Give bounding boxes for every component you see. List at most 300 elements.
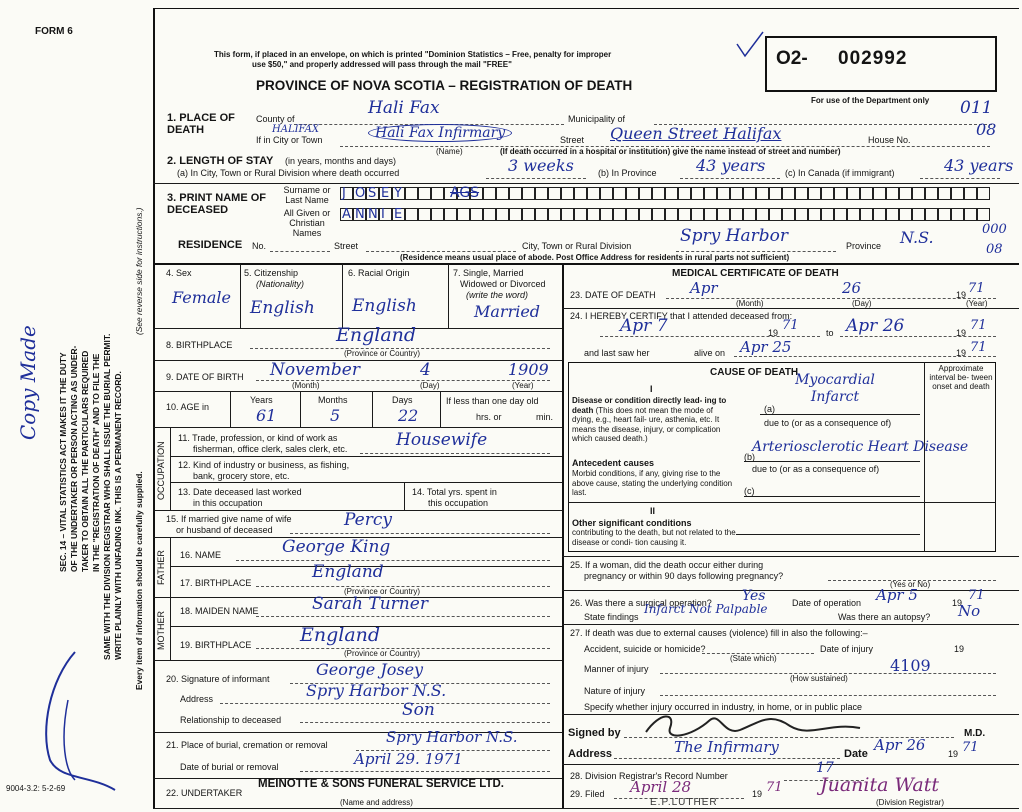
attended-to-year-prefix: 19 <box>956 328 967 338</box>
given-names-label: All Given or Christian Names <box>283 208 331 238</box>
surname-cell <box>795 187 808 200</box>
surname-cell <box>925 187 938 200</box>
given-cell <box>964 208 977 221</box>
street-value: Queen Street Halifax <box>610 124 782 143</box>
given-cell <box>704 208 717 221</box>
registrar-name: Juanita Watt <box>820 774 939 796</box>
surname-cell <box>782 187 795 200</box>
dod-month: Apr <box>690 279 718 297</box>
findings-label: State findings <box>584 612 639 622</box>
surname-cell <box>405 187 418 200</box>
given-cell <box>886 208 899 221</box>
disease-label <box>572 396 736 444</box>
surname-cell <box>665 187 678 200</box>
stamp-text: E.P.LUTHER <box>650 797 718 808</box>
marital-label-1: 7. Single, Married <box>453 268 524 278</box>
surname-cell <box>652 187 665 200</box>
left-border <box>153 8 155 808</box>
last-seen-year: 71 <box>970 340 987 355</box>
minutes-label: min. <box>536 412 554 422</box>
marital-label-3: (write the word) <box>466 290 529 300</box>
given-cell <box>678 208 691 221</box>
given-cell <box>418 208 431 221</box>
surname-cell <box>600 187 613 200</box>
cause-title: CAUSE OF DEATH <box>710 367 799 378</box>
antecedent-note: Morbid conditions, if any, giving rise to the above cause, stating the underlying condition last. <box>572 469 733 497</box>
stay-city-label: (a) In City, Town or Rural Division where death occurred <box>177 168 400 178</box>
racial-origin-value: English <box>352 296 417 316</box>
surname-cell <box>808 187 821 200</box>
external-causes-label: 27. If death was due to external causes (violence) fill in also the following:– <box>570 628 868 638</box>
informant-address-value: Spry Harbor N.S. <box>306 681 447 700</box>
father-side-label: FATHER <box>156 550 166 585</box>
side-notice-line-4: IN THE "REGISTRATION OF DEATH" AND TO FILE THE <box>91 353 101 572</box>
surname-cell <box>678 187 691 200</box>
dod-month-hint: (Month) <box>736 299 764 308</box>
due-to-a: due to (or as a consequence of) <box>764 418 892 428</box>
city-label: If in City or Town <box>256 135 323 145</box>
birthplace-label: 8. BIRTHPLACE <box>166 340 233 350</box>
surname-cell <box>548 187 561 200</box>
antecedent-label: Antecedent causes <box>572 458 655 468</box>
county-label: County of <box>256 114 295 124</box>
house-code: 08 <box>976 120 997 139</box>
check-mark <box>733 30 767 60</box>
certify-label: 24. I HEREBY CERTIFY that I attended deceased from: <box>570 311 793 321</box>
hospital-note: (If death occurred in a hospital or institution) give the name instead of street and number) <box>500 147 841 156</box>
given-cell <box>535 208 548 221</box>
mother-birthplace-label: 19. BIRTHPLACE <box>180 640 252 650</box>
given-cell <box>821 208 834 221</box>
side-notice-line-3: TAKER TO OBTAIN ALL THE PARTICULARS REQUIRED <box>80 350 90 572</box>
struck-name: AGS <box>450 185 480 201</box>
municipality-label: Municipality of <box>568 114 626 124</box>
surname-cell <box>860 187 873 200</box>
given-cell <box>340 208 353 221</box>
injury-year-prefix: 19 <box>954 644 965 654</box>
dod-day-hint: (Day) <box>852 299 872 308</box>
signer-address-label: Address <box>568 748 613 760</box>
given-cell-letter: N <box>368 207 378 222</box>
last-seen-label: and last saw her <box>584 348 650 358</box>
given-cell <box>457 208 470 221</box>
accident-label: Accident, suicide or homicide? <box>584 644 706 654</box>
length-of-stay-label: 2. LENGTH OF STAY <box>167 155 274 167</box>
surname-cell <box>886 187 899 200</box>
given-cell <box>470 208 483 221</box>
attended-to-year: 71 <box>970 318 987 333</box>
given-cell <box>431 208 444 221</box>
q25-label-2: pregnancy or within 90 days following pregnancy? <box>584 571 784 581</box>
given-cell <box>691 208 704 221</box>
given-cell <box>353 208 366 221</box>
surname-cell <box>730 187 743 200</box>
surname-cell <box>574 187 587 200</box>
code-4109: 4109 <box>890 656 931 675</box>
marital-value: Married <box>474 302 541 321</box>
attended-to-date: Apr 26 <box>846 316 905 336</box>
residence-street-label: Street <box>334 241 359 251</box>
given-cell <box>730 208 743 221</box>
given-cell-letter: I <box>381 207 385 222</box>
surname-cell <box>522 187 535 200</box>
side-notice-line-7: Every item of information should be carefully supplied. <box>134 471 144 690</box>
bottom-border <box>153 808 1019 809</box>
filed-date: April 28 <box>630 778 692 796</box>
surname-cell <box>483 187 496 200</box>
surname-cell <box>769 187 782 200</box>
citizenship-value: English <box>250 298 315 318</box>
mother-side-label: MOTHER <box>156 611 166 650</box>
mail-notice-1: This form, if placed in an envelope, on which is printed "Dominion Statistics – Free, penalty for improper <box>214 50 612 59</box>
place-of-death-label: 1. PLACE OF DEATH <box>167 112 235 136</box>
surname-cell <box>366 187 379 200</box>
age-years-label: Years <box>250 395 273 405</box>
father-name-value: George King <box>282 537 391 557</box>
informant-address-label: Address <box>180 694 214 704</box>
trade-label-2: fisherman, office clerk, sales clerk, etc. <box>193 444 348 454</box>
injury-nature-label: Nature of injury <box>584 686 646 696</box>
age-days-value: 22 <box>398 406 419 425</box>
residence-province-value: N.S. <box>900 228 934 247</box>
mother-birthplace-hint: (Province or Country) <box>344 649 421 658</box>
dob-year-hint: (Year) <box>512 381 534 390</box>
surname-cell-letter: O <box>355 186 366 201</box>
surname-cell <box>821 187 834 200</box>
surname-cell <box>587 187 600 200</box>
surname-cell <box>353 187 366 200</box>
part-two-label: II <box>650 506 656 516</box>
how-sustained-hint: (How sustained) <box>790 674 848 683</box>
given-cell-letter: A <box>342 207 351 222</box>
given-cell <box>769 208 782 221</box>
dob-month-hint: (Month) <box>292 381 320 390</box>
injury-date-label: Date of injury <box>820 644 874 654</box>
given-cell <box>444 208 457 221</box>
surname-cell <box>951 187 964 200</box>
institution-value: Hali Fax Infirmary <box>368 124 512 142</box>
spouse-value: Percy <box>344 510 392 530</box>
given-cell <box>548 208 561 221</box>
side-notice-line-6: WRITE PLAINLY WITH UNFADING INK. THIS IS A PERMANENT RECORD. <box>113 371 123 660</box>
footer-code: 9004-3.2: 5-2-69 <box>6 784 66 793</box>
total-years-hint: this occupation <box>428 498 489 508</box>
stay-province-label: (b) In Province <box>598 168 657 178</box>
given-cell <box>808 208 821 221</box>
attended-from-date: Apr 7 <box>620 316 668 336</box>
trade-label-1: 11. Trade, profession, or kind of work as <box>178 433 338 443</box>
attended-from-year: 71 <box>782 318 799 333</box>
cause-b-value: Arteriosclerotic Heart Disease <box>752 439 969 455</box>
state-which-hint: (State which) <box>730 654 777 663</box>
surname-cell <box>704 187 717 200</box>
department-note: For use of the Department only <box>811 96 930 105</box>
age-years-value: 61 <box>256 406 277 425</box>
disease-label-bold: Disease or condition directly lead- ing to death <box>572 396 727 415</box>
print-name-label: 3. PRINT NAME OF DECEASED <box>167 192 267 216</box>
last-seen-date: Apr 25 <box>740 338 792 356</box>
racial-origin-label: 6. Racial Origin <box>348 268 410 278</box>
attended-to-label: to <box>826 328 834 338</box>
dob-day: 4 <box>420 360 431 380</box>
registration-number: 002992 <box>838 48 908 69</box>
dob-year: 1909 <box>508 360 549 379</box>
informant-sig-label: 20. Signature of informant <box>166 674 270 684</box>
given-cell <box>977 208 990 221</box>
side-notice-line-5: SAME WITH THE DIVISION REGISTRAR WHO SHALL ISSUE THE BURIAL PERMIT. <box>102 333 112 660</box>
side-scribble <box>20 640 130 800</box>
county-value: Hali Fax <box>368 98 440 118</box>
surname-cell <box>431 187 444 200</box>
dod-year: 71 <box>968 281 985 296</box>
age-months-value: 5 <box>330 406 341 425</box>
alive-on-label: alive on <box>694 348 726 358</box>
age-days-label: Days <box>392 395 413 405</box>
yes-no-hint: (Yes or No) <box>890 580 931 589</box>
mail-notice-2: use $50," and properly addressed will pass through the mail "FREE" <box>252 60 512 69</box>
part-one-label: I <box>650 384 653 394</box>
birthplace-hint: (Province or Country) <box>344 349 421 358</box>
residence-code-top: 000 <box>982 222 1007 237</box>
sex-label: 4. Sex <box>166 268 192 278</box>
age-label: 10. AGE in <box>166 402 210 412</box>
autopsy-label: Was there an autopsy? <box>838 612 931 622</box>
q25-label-1: 25. If a woman, did the death occur either during <box>570 560 764 570</box>
given-cell <box>483 208 496 221</box>
burial-date-value: April 29. 1971 <box>354 750 463 768</box>
undertaker-hint: (Name and address) <box>340 798 413 807</box>
other-conditions-note: contributing to the death, but not related to the disease or condi- tion causing it. <box>572 528 736 547</box>
given-cell <box>912 208 925 221</box>
marital-label-2: Widowed or Divorced <box>460 279 546 289</box>
surname-cell-letter: J <box>342 186 346 201</box>
relationship-value: Son <box>402 700 435 720</box>
surname-cell <box>691 187 704 200</box>
side-notice-line-2: OF THE UNDERTAKER OR PERSON ACTING AS UNDER- <box>69 345 79 572</box>
autopsy-value: No <box>958 602 981 620</box>
interval-label: Approximate interval be- tween onset and death <box>929 364 993 391</box>
residence-no-label: No. <box>252 241 267 251</box>
spouse-label-1: 15. If married give name of wife <box>166 514 292 524</box>
residence-province-label: Province <box>846 241 882 251</box>
dod-year-prefix: 19 <box>956 290 967 300</box>
surname-cell <box>626 187 639 200</box>
city-value: HALIFAX <box>272 124 319 135</box>
filed-year-prefix: 19 <box>752 789 763 799</box>
record-number-value: 17 <box>816 760 834 776</box>
given-cell <box>366 208 379 221</box>
last-seen-year-prefix: 19 <box>956 348 967 358</box>
registration-prefix: O2- <box>776 48 808 69</box>
given-cell <box>522 208 535 221</box>
dob-label: 9. DATE OF BIRTH <box>166 372 244 382</box>
given-cell <box>860 208 873 221</box>
given-cell <box>717 208 730 221</box>
given-cell <box>925 208 938 221</box>
surname-cell-letter: Y <box>394 186 402 201</box>
burial-place-value: Spry Harbor N.S. <box>386 728 518 746</box>
house-number-label: House No. <box>868 135 911 145</box>
given-cell <box>795 208 808 221</box>
medical-title: MEDICAL CERTIFICATE OF DEATH <box>672 268 839 279</box>
given-cell <box>873 208 886 221</box>
surname-cell <box>613 187 626 200</box>
age-months-label: Months <box>318 395 348 405</box>
surname-cell <box>964 187 977 200</box>
surname-cell <box>535 187 548 200</box>
signed-by-label: Signed by <box>568 727 621 739</box>
injury-industry-label: Specify whether injury occurred in industry, in home, or in public place <box>584 702 862 712</box>
side-notice-line-1: SEC. 14 – VITAL STATISTICS ACT MAKES IT THE DUTY <box>58 352 68 572</box>
citizenship-hint: (Nationality) <box>256 279 305 289</box>
given-cell <box>561 208 574 221</box>
surname-cell <box>938 187 951 200</box>
relationship-label: Relationship to deceased <box>180 715 282 725</box>
given-cell <box>743 208 756 221</box>
maiden-name-label: 18. MAIDEN NAME <box>180 606 259 616</box>
spouse-label-2: or husband of deceased <box>176 525 273 535</box>
burial-date-label: Date of burial or removal <box>180 762 279 772</box>
given-cell <box>652 208 665 221</box>
given-cell-letter: E <box>394 207 403 222</box>
filed-year: 71 <box>766 780 783 795</box>
municipality-code: 011 <box>960 98 993 118</box>
residence-code-bottom: 08 <box>986 242 1003 257</box>
maiden-name-value: Sarah Turner <box>312 594 428 614</box>
surname-cell <box>392 187 405 200</box>
disease-note: (This does not mean the mode of dying, e.g., heart fail- ure, asthenia, etc. It means the disease, injury, or complication which caused death.) <box>572 405 721 443</box>
residence-label: RESIDENCE <box>178 239 243 251</box>
side-notice-line-8: (See reverse side for instructions.) <box>134 207 144 335</box>
surname-cell <box>743 187 756 200</box>
cause-b-label: (b) <box>744 452 755 462</box>
informant-signature: George Josey <box>316 660 424 679</box>
surname-cell <box>340 187 353 200</box>
signer-address-value: The Infirmary <box>674 738 779 756</box>
sex-value: Female <box>172 288 231 307</box>
given-cell <box>834 208 847 221</box>
stay-province-value: 43 years <box>696 156 766 175</box>
undertaker-label: 22. UNDERTAKER <box>166 788 243 798</box>
given-cell-letter: N <box>355 207 365 222</box>
center-divider <box>562 264 564 808</box>
sign-year: 71 <box>962 740 979 755</box>
residence-city-label: City, Town or Rural Division <box>522 241 632 251</box>
last-worked-hint: in this occupation <box>193 498 263 508</box>
surname-cell <box>847 187 860 200</box>
operation-year-prefix: 19 <box>952 598 963 608</box>
dod-label: 23. DATE OF DEATH <box>570 290 656 300</box>
surgery-label: 26. Was there a surgical operation? <box>570 598 712 608</box>
surname-cell <box>418 187 431 200</box>
father-birthplace-label: 17. BIRTHPLACE <box>180 578 252 588</box>
given-cell <box>899 208 912 221</box>
stay-canada-label: (c) In Canada (if immigrant) <box>785 168 895 178</box>
father-birthplace-hint: (Province or Country) <box>344 587 421 596</box>
given-cell <box>496 208 509 221</box>
residence-city-value: Spry Harbor <box>680 226 788 246</box>
father-name-label: 16. NAME <box>180 550 222 560</box>
stay-hint: (in years, months and days) <box>285 156 397 166</box>
surname-cell <box>509 187 522 200</box>
hours-label: hrs. or <box>476 412 502 422</box>
given-cell <box>951 208 964 221</box>
street-label: Street <box>560 135 585 145</box>
copy-made-note: Copy Made <box>16 325 40 440</box>
surname-cell <box>834 187 847 200</box>
given-cell <box>756 208 769 221</box>
surgery-answer: Yes <box>742 588 766 604</box>
father-birthplace-value: England <box>312 562 384 582</box>
top-border <box>153 8 1019 9</box>
industry-label-1: 12. Kind of industry or business, as fishing, <box>178 460 350 470</box>
dod-day: 26 <box>842 279 862 297</box>
record-number-label: 28. Division Registrar's Record Number <box>570 771 728 781</box>
cause-a-label: (a) <box>764 404 775 414</box>
surname-cell-letter: E <box>381 186 390 201</box>
surname-cell <box>873 187 886 200</box>
name-hint: (Name) <box>436 147 463 156</box>
registrar-hint: (Division Registrar) <box>876 798 945 807</box>
injury-manner-label: Manner of injury <box>584 664 649 674</box>
surname-label: Surname or Last Name <box>283 185 331 205</box>
surname-cell <box>496 187 509 200</box>
surname-cell <box>717 187 730 200</box>
surname-cell <box>912 187 925 200</box>
given-cell <box>587 208 600 221</box>
md-label: M.D. <box>964 728 986 739</box>
findings-value: Infarct Not Palpable <box>644 602 768 616</box>
surname-cell <box>977 187 990 200</box>
form-label: FORM 6 <box>35 26 73 37</box>
given-cell <box>600 208 613 221</box>
given-cell <box>379 208 392 221</box>
dob-day-hint: (Day) <box>420 381 440 390</box>
less-than-day-label: If less than one day old <box>446 396 539 406</box>
surname-cell <box>756 187 769 200</box>
given-cell <box>665 208 678 221</box>
given-cell <box>847 208 860 221</box>
stay-city-value: 3 weeks <box>508 156 574 175</box>
operation-date: Apr 5 <box>876 586 918 604</box>
given-cell <box>392 208 405 221</box>
stay-canada-value: 43 years <box>944 156 1014 175</box>
dod-year-hint: (Year) <box>966 299 988 308</box>
given-cell <box>613 208 626 221</box>
due-to-b: due to (or as a consequence of) <box>752 464 880 474</box>
given-cell <box>626 208 639 221</box>
cause-c-label: (c) <box>744 486 755 496</box>
other-conditions-label: Other significant conditions <box>572 518 692 528</box>
residence-note: (Residence means usual place of abode. Post Office Address for residents in rural parts not sufficient) <box>400 253 790 262</box>
given-cell <box>509 208 522 221</box>
sign-year-prefix: 19 <box>948 749 959 759</box>
burial-place-label: 21. Place of burial, cremation or removal <box>166 740 328 750</box>
operation-date-label: Date of operation <box>792 598 862 608</box>
given-cell <box>405 208 418 221</box>
surname-cell <box>899 187 912 200</box>
trade-value: Housewife <box>396 430 488 450</box>
filed-label: 29. Filed <box>570 789 605 799</box>
form-title: PROVINCE OF NOVA SCOTIA – REGISTRATION OF DEATH <box>256 78 633 93</box>
industry-label-2: bank, grocery store, etc. <box>193 471 290 481</box>
mother-birthplace-value: England <box>300 624 381 646</box>
surname-cell <box>379 187 392 200</box>
last-worked-label: 13. Date deceased last worked <box>178 487 302 497</box>
citizenship-label: 5. Citizenship <box>244 268 299 278</box>
birthplace-value: England <box>336 324 417 346</box>
sign-date-value: Apr 26 <box>874 736 926 754</box>
